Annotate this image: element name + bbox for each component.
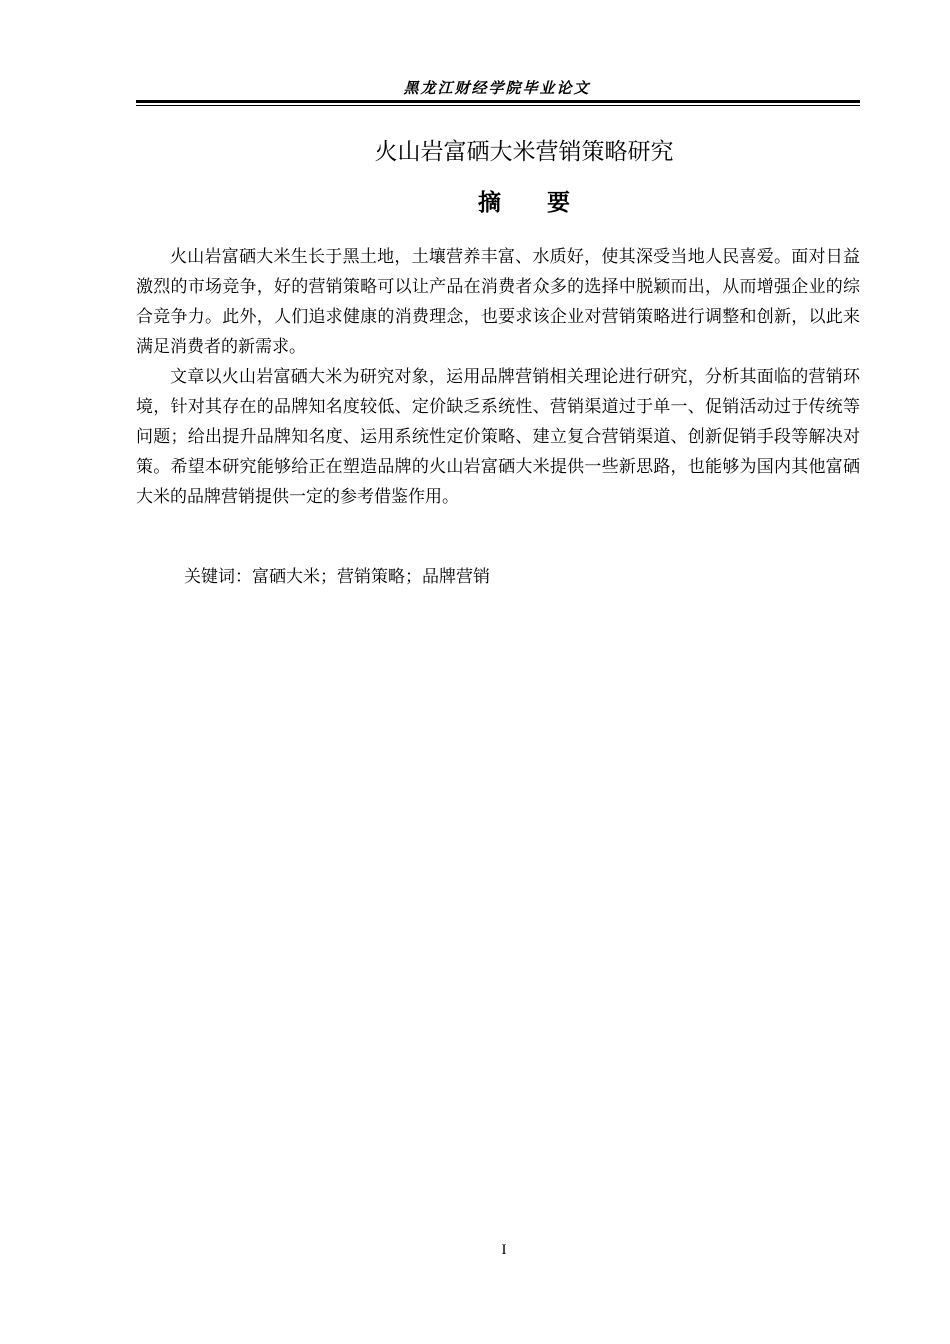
running-header: 黑龙江财经学院毕业论文 xyxy=(403,79,591,97)
keywords-value: 富硒大米；营销策略；品牌营销 xyxy=(252,567,490,587)
header-rule-thick xyxy=(136,100,860,103)
abstract-paragraph-2: 文章以火山岩富硒大米为研究对象，运用品牌营销相关理论进行研究，分析其面临的营销环境，针对其存在的品牌知名度较低、定价缺乏系统性、营销渠道过于单一、促销活动过于传统等问题；给出提升品牌知名度、运用系统性定价策略、建立复合营销渠道、创新促销手段等解决对策。希望本研究能够给正在塑造品牌的火山岩富硒大米提供一些新思路，也能够为国内其他富硒大米的品牌营销提供一定的参考借鉴作用。 xyxy=(136,367,860,507)
abstract-heading: 摘要 xyxy=(478,190,616,216)
paper-title: 火山岩富硒大米营销策略研究 xyxy=(374,139,674,165)
page-number: I xyxy=(501,1242,507,1258)
abstract-paragraph-1: 火山岩富硒大米生长于黑土地，土壤营养丰富、水质好，使其深受当地人民喜爱。面对日益激烈的市场竞争，好的营销策略可以让产品在消费者众多的选择中脱颖而出，从而增强企业的综合竞争力。此外，人们追求健康的消费理念，也要求该企业对营销策略进行调整和创新，以此来满足消费者的新需求。 xyxy=(136,247,860,357)
abstract-body xyxy=(136,242,860,512)
header-rule-thin xyxy=(136,105,860,106)
keywords-line xyxy=(184,563,860,591)
keywords-label: 关键词： xyxy=(184,567,252,587)
